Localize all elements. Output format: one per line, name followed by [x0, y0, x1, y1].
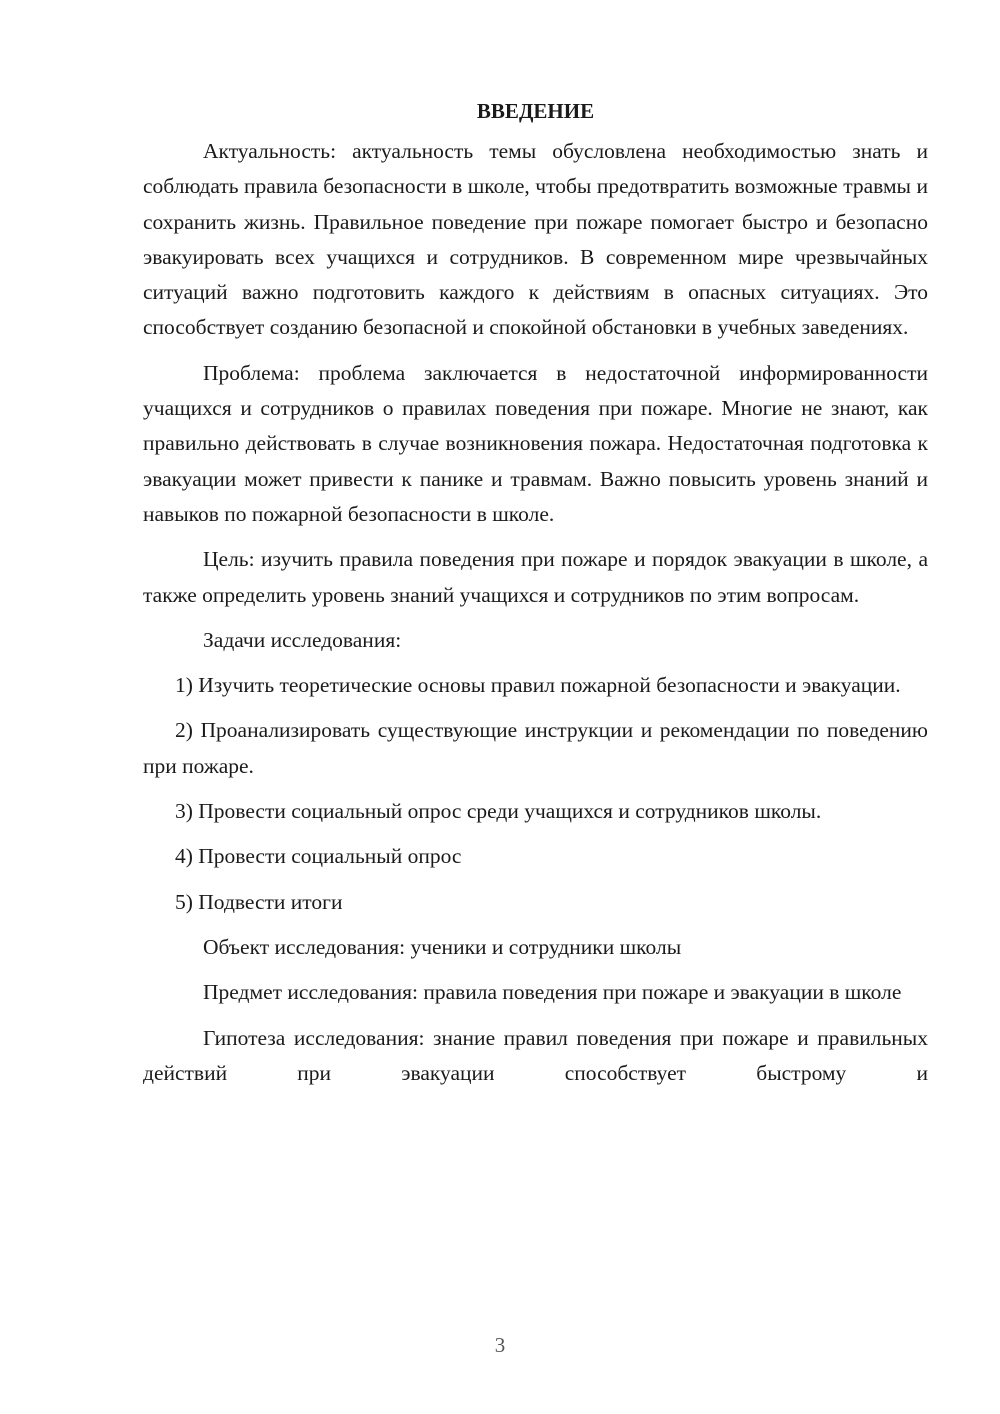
tasks-heading: Задачи исследования:: [203, 627, 402, 652]
task-item-2: 2) Проанализировать существующие инструкции и рекомендации по поведению при пожаре.: [143, 718, 928, 778]
task-item-1: 1) Изучить теоретические основы правил пожарной безопасности и эвакуации.: [175, 673, 901, 698]
task-item-5: 5) Подвести итоги: [175, 889, 343, 914]
paragraph-problem: Проблема: проблема заключается в недостаточной информированности учащихся и сотрудников о правилах поведения при пожаре. Многие не знают, как правильно действовать в случае возникновения пожара. Недостаточная подготовка к эвакуации может привести к панике и травмам. Важно повысить уровень знаний и навыков по пожарной безопасности в школе.: [143, 360, 928, 526]
task-item-3: 3) Провести социальный опрос среди учащихся и сотрудников школы.: [175, 799, 822, 824]
paragraph-hypothesis: Гипотеза исследования: знание правил поведения при пожаре и правильных действий при эвакуации способствует быстрому и: [143, 1025, 928, 1085]
paragraph-goal: Цель: изучить правила поведения при пожаре и порядок эвакуации в школе, а также определить уровень знаний учащихся и сотрудников по этим вопросам.: [143, 547, 928, 607]
document-page: [143, 96, 928, 1101]
page-number: 3: [494, 1333, 506, 1357]
paragraph-object: Объект исследования: ученики и сотрудники школы: [203, 934, 682, 959]
paragraph-relevance: Актуальность: актуальность темы обусловлена необходимостью знать и соблюдать правила безопасности в школе, чтобы предотвратить возможные травмы и сохранить жизнь. Правильное поведение при пожаре помогает быстро и безопасно эвакуировать всех учащихся и сотрудников. В современном мире чрезвычайных ситуаций важно подготовить каждого к действиям в опасных ситуациях. Это способствует созданию безопасной и спокойной обстановки в учебных заведениях.: [143, 139, 928, 340]
task-item-4: 4) Провести социальный опрос: [175, 844, 462, 869]
page-title: ВВЕДЕНИЕ: [476, 99, 595, 123]
paragraph-subject: Предмет исследования: правила поведения при пожаре и эвакуации в школе: [203, 980, 902, 1005]
